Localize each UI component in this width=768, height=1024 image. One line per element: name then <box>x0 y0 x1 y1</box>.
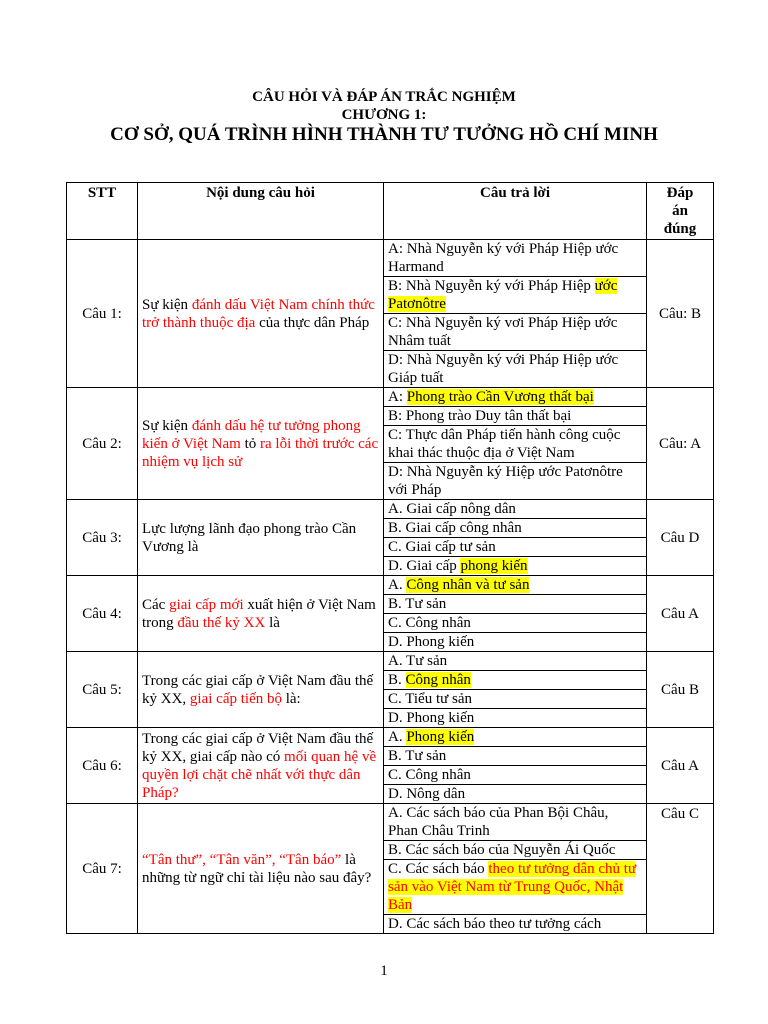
table-row <box>67 500 714 519</box>
chapter-title: CƠ SỞ, QUÁ TRÌNH HÌNH THÀNH TƯ TƯỞNG HỒ CHÍ MINH <box>110 124 658 145</box>
table-row <box>67 388 714 407</box>
question-number: Câu 4: <box>67 576 138 652</box>
answer-option <box>384 557 647 576</box>
quiz-table <box>66 182 714 934</box>
emphasized-text: ước Patơnôtre <box>388 278 618 312</box>
col-header-key <box>647 183 714 240</box>
answer-option <box>384 915 647 934</box>
answer-option <box>384 860 647 915</box>
question-number: Câu 6: <box>67 728 138 804</box>
question-number: Câu 1: <box>67 240 138 388</box>
emphasized-text: mối quan hệ về quyền lợi chặt chẽ nhất với thực dân Pháp? <box>142 748 377 801</box>
text-run: Các <box>142 596 170 613</box>
answer-option <box>384 519 647 538</box>
text-run: B. Tư sản <box>388 596 447 612</box>
answer-option <box>384 652 647 671</box>
col-header-answer: Câu trả lời <box>384 183 647 240</box>
text-run: là: <box>281 690 301 707</box>
emphasized-text: giai cấp mới <box>169 596 244 613</box>
emphasized-text: Công nhân <box>405 672 471 688</box>
question-text <box>138 804 384 934</box>
emphasized-text: giai cấp tiến bộ <box>189 690 282 707</box>
table-body <box>67 240 714 934</box>
text-run: C. Giai cấp tư sản <box>388 539 496 555</box>
text-run: là <box>265 614 280 631</box>
table-row <box>67 576 714 595</box>
question-number: Câu 5: <box>67 652 138 728</box>
answer-option <box>384 314 647 351</box>
answer-option <box>384 747 647 766</box>
answer-option <box>384 690 647 709</box>
text-run: A. <box>388 577 407 593</box>
text-run: Trong các giai cấp ở Việt Nam đầu thế kỷ XX, <box>142 672 374 707</box>
emphasized-text: “Tân thư”, “Tân văn”, “Tân báo” <box>142 851 342 868</box>
text-run: xuất hiện ở Việt Nam trong <box>142 596 376 631</box>
text-run: Sự kiện <box>142 417 192 434</box>
question-text <box>138 500 384 576</box>
table-row <box>67 240 714 277</box>
question-text <box>138 728 384 804</box>
answer-option <box>384 576 647 595</box>
correct-answer: Câu: B <box>647 240 714 388</box>
text-run: C. Công nhân <box>388 615 471 631</box>
text-run: D. Các sách báo theo tư tưởng cách <box>388 916 602 932</box>
text-run: Sự kiện <box>142 296 192 313</box>
answer-option <box>384 633 647 652</box>
text-run: C. Công nhân <box>388 767 471 783</box>
text-run: C: Thực dân Pháp tiến hành công cuộc khai thác thuộc địa ở Việt Nam <box>388 427 621 461</box>
table-row <box>67 728 714 747</box>
answer-option <box>384 388 647 407</box>
col-header-key-line: Đáp <box>666 185 694 201</box>
answer-option <box>384 277 647 314</box>
emphasized-text: ra lỗi thời trước các nhiệm vụ lịch sử <box>142 435 379 470</box>
text-run: B. Các sách báo của Nguyễn Ái Quốc <box>388 842 616 858</box>
page-number: 1 <box>380 963 388 979</box>
text-run: B: Phong trào Duy tân thất bại <box>388 408 572 424</box>
question-number: Câu 3: <box>67 500 138 576</box>
text-run: A. Tư sản <box>388 653 448 669</box>
table-header-row <box>67 183 714 240</box>
text-run: D. Nông dân <box>388 786 466 802</box>
col-header-key-line: án <box>672 203 688 219</box>
correct-answer: Câu B <box>647 652 714 728</box>
answer-option <box>384 351 647 388</box>
answer-option <box>384 614 647 633</box>
text-run: D: Nhà Nguyễn ký với Pháp Hiệp ước Giáp tuất <box>388 352 619 386</box>
answer-option <box>384 804 647 841</box>
text-run: Lực lượng lãnh đạo phong trào Cần Vương là <box>142 520 357 555</box>
question-number: Câu 2: <box>67 388 138 500</box>
question-number: Câu 7: <box>67 804 138 934</box>
answer-option <box>384 500 647 519</box>
emphasized-text: Phong trào Cần Vương thất bại <box>406 389 594 405</box>
col-header-question: Nội dung câu hỏi <box>138 183 384 240</box>
text-run: A. <box>388 729 407 745</box>
emphasized-text: Phong kiến <box>406 729 475 745</box>
emphasized-text: theo tư tưởng dân chủ tư sản vào Việt Nam từ Trung Quốc, Nhật Bản <box>388 861 637 913</box>
question-text <box>138 652 384 728</box>
text-run: B. Giai cấp công nhân <box>388 520 522 536</box>
answer-option <box>384 728 647 747</box>
question-text <box>138 240 384 388</box>
emphasized-text: đánh dấu Việt Nam chính thức trở thành thuộc địa <box>142 296 375 331</box>
text-run: D. Phong kiến <box>388 710 475 726</box>
text-run: C. Các sách báo <box>388 861 489 877</box>
text-run: A: <box>388 389 407 405</box>
text-run: Trong các giai cấp ở Việt Nam đầu thế kỷ XX, giai cấp nào có <box>142 730 374 765</box>
correct-answer: Câu: A <box>647 388 714 500</box>
answer-option <box>384 785 647 804</box>
text-run: C: Nhà Nguyễn ký vơi Pháp Hiệp ước Nhâm tuất <box>388 315 618 349</box>
emphasized-text: phong kiến <box>460 558 528 574</box>
text-run: C. Tiểu tư sản <box>388 691 472 707</box>
correct-answer: Câu A <box>647 576 714 652</box>
text-run: D. Giai cấp <box>388 558 461 574</box>
answer-option <box>384 595 647 614</box>
text-run: của thực dân Pháp <box>255 314 370 331</box>
emphasized-text: đánh dấu hệ tư tưởng phong kiến ở Việt Nam <box>142 417 361 452</box>
doc-heading: CÂU HỎI VÀ ĐÁP ÁN TRẮC NGHIỆM <box>252 89 516 105</box>
answer-option <box>384 463 647 500</box>
correct-answer: Câu D <box>647 500 714 576</box>
answer-option <box>384 538 647 557</box>
correct-answer: Câu A <box>647 728 714 804</box>
correct-answer: Câu C <box>647 804 714 934</box>
text-run: D: Nhà Nguyễn ký Hiệp ước Patơnôtre với Pháp <box>388 464 623 498</box>
text-run: D. Phong kiến <box>388 634 475 650</box>
text-run: A: Nhà Nguyễn ký với Pháp Hiệp ước Harmand <box>388 241 619 275</box>
col-header-stt: STT <box>67 183 138 240</box>
answer-option <box>384 671 647 690</box>
answer-option <box>384 407 647 426</box>
text-run: tỏ <box>240 435 260 452</box>
answer-option <box>384 841 647 860</box>
text-run: B. <box>388 672 406 688</box>
col-header-key-line: đúng <box>663 221 697 237</box>
text-run: A. Giai cấp nông dân <box>388 501 516 517</box>
text-run: là những từ ngữ chỉ tài liệu nào sau đây? <box>142 851 372 886</box>
emphasized-text: đầu thế kỷ XX <box>177 614 266 631</box>
text-run: B: Nhà Nguyễn ký với Pháp Hiệp <box>388 278 595 294</box>
text-run: B. Tư sản <box>388 748 447 764</box>
answer-option <box>384 240 647 277</box>
table-row <box>67 804 714 841</box>
chapter-label: CHƯƠNG 1: <box>341 107 427 123</box>
text-run: A. Các sách báo của Phan Bội Châu, Phan Châu Trinh <box>388 805 609 839</box>
answer-option <box>384 766 647 785</box>
question-text <box>138 576 384 652</box>
answer-option <box>384 709 647 728</box>
table-row <box>67 652 714 671</box>
question-text <box>138 388 384 500</box>
emphasized-text: Công nhân và tư sản <box>406 577 530 593</box>
answer-option <box>384 426 647 463</box>
